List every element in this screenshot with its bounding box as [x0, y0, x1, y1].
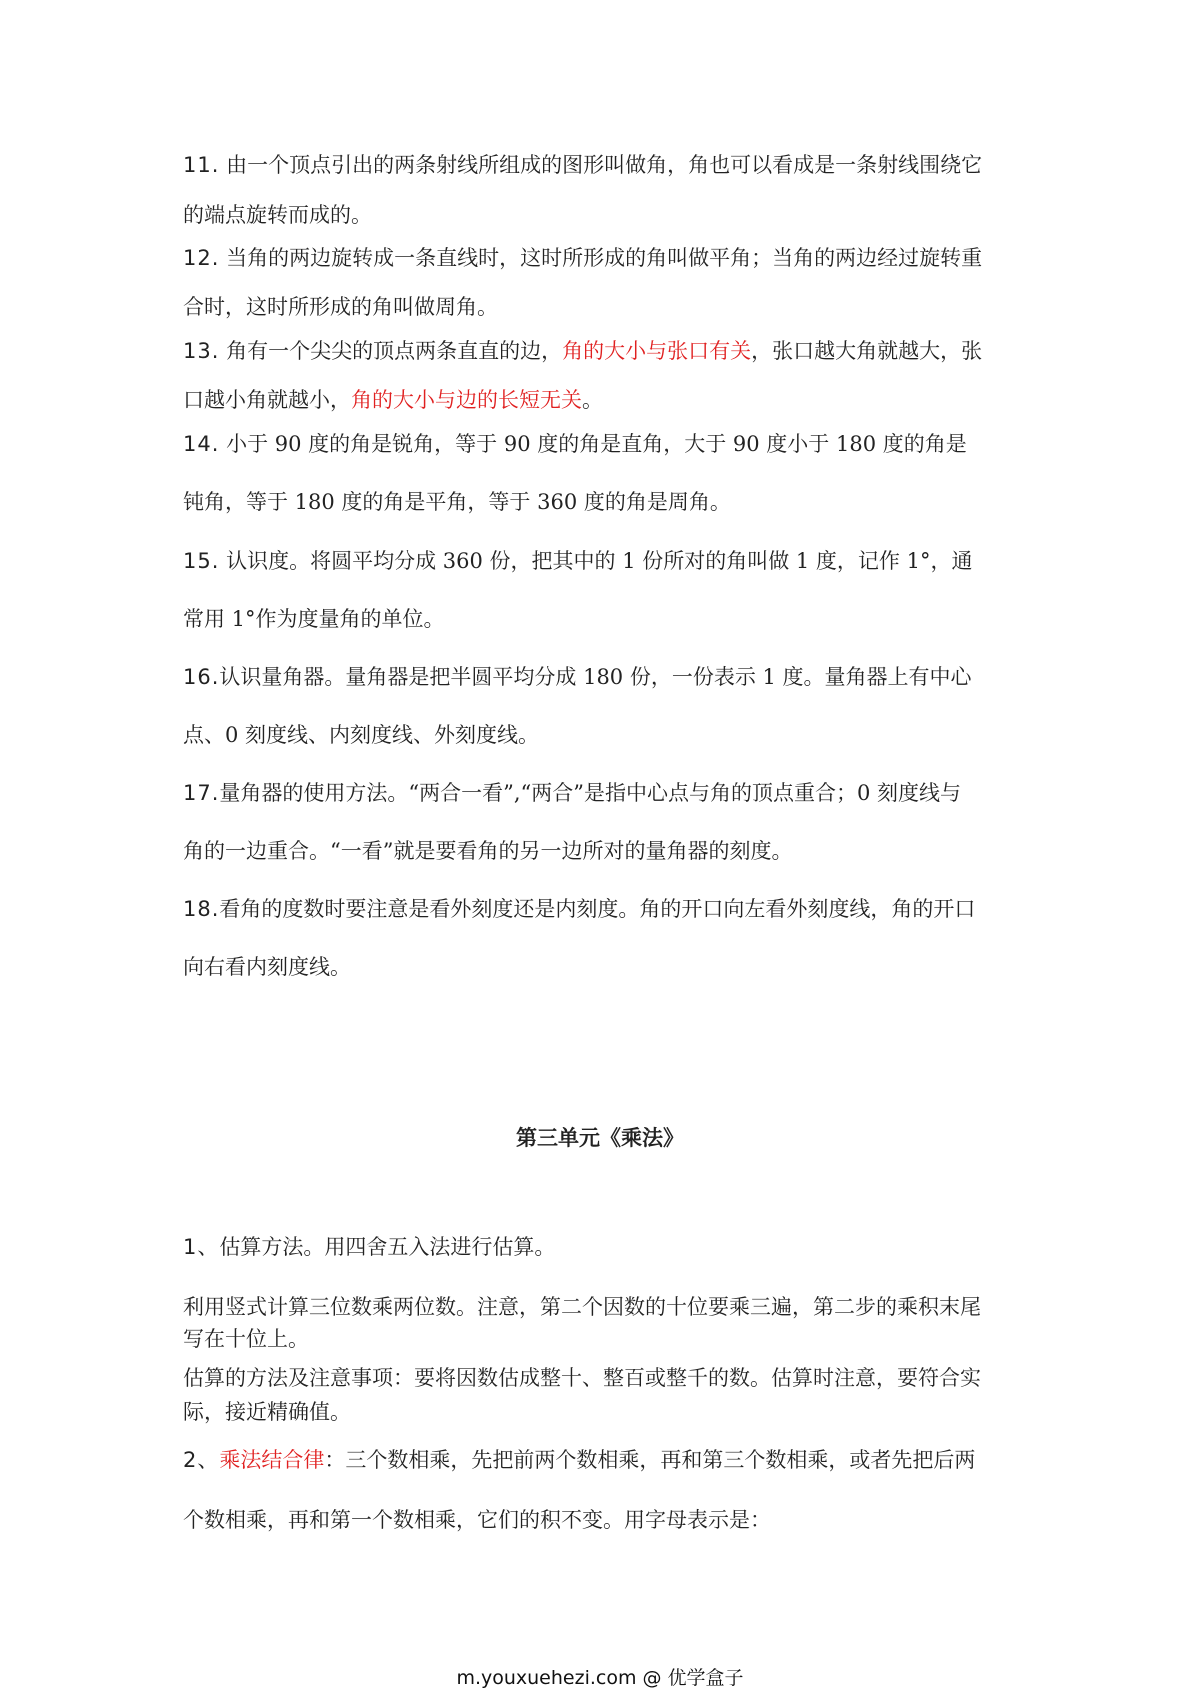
item-12-number: 12. [183, 246, 220, 270]
item-15-line-2: 常用 1°作为度量角的单位。 [183, 607, 445, 631]
unit3-paragraph-4-line-1 [183, 1445, 975, 1475]
item-13-text-pre: 角有一个尖尖的顶点两条直直的边， [219, 339, 563, 363]
item-15-line-1 [183, 546, 972, 576]
unit3-paragraph-1 [183, 1232, 555, 1262]
item-14-text: 小于 90 度的角是锐角，等于 90 度的角是直角，大于 90 度小于 180 度的角是 [219, 432, 967, 456]
item-13-line-2-post: 。 [582, 388, 603, 412]
item-16-line-2: 点、0 刻度线、内刻度线、外刻度线。 [183, 723, 540, 747]
item-17-text: 量角器的使用方法。“两合一看”,“两合”是指中心点与角的顶点重合；0 刻度线与 [219, 781, 962, 805]
item-11-text: 由一个顶点引出的两条射线所组成的图形叫做角，角也可以看成是一条射线围绕它 [219, 153, 983, 177]
item-14-line-2: 钝角，等于 180 度的角是平角，等于 360 度的角是周角。 [183, 490, 731, 514]
item-14-number: 14. [183, 432, 220, 456]
item-16-text: 认识量角器。量角器是把半圆平均分成 180 份，一份表示 1 度。量角器上有中心 [219, 665, 972, 689]
item-18-text: 看角的度数时要注意是看外刻度还是内刻度。角的开口向左看外刻度线，角的开口 [219, 897, 976, 921]
item-13-text-post: ，张口越大角就越大，张 [751, 339, 983, 363]
item-17-line-1 [183, 778, 961, 808]
item-14-line-1 [183, 429, 967, 459]
item-15-text: 认识度。将圆平均分成 360 份，把其中的 1 份所对的角叫做 1 度，记作 1°，通 [219, 549, 973, 573]
item-11-line-1 [183, 150, 982, 180]
unit3-p4-number: 2、 [183, 1448, 220, 1472]
unit3-paragraph-4-line-2: 个数相乘，再和第一个数相乘，它们的积不变。用字母表示是： [183, 1508, 771, 1532]
item-13-number: 13. [183, 339, 220, 363]
item-13-line-1 [183, 336, 982, 366]
item-13-line-2 [183, 385, 603, 415]
item-11-line-2: 的端点旋转而成的。 [183, 203, 372, 227]
item-13-highlight-2: 角的大小与边的长短无关 [351, 388, 582, 412]
item-16-number: 16. [183, 665, 220, 689]
item-17-number: 17. [183, 781, 220, 805]
item-12-line-1 [183, 243, 982, 273]
item-13-highlight-1: 角的大小与张口有关 [562, 339, 752, 363]
unit3-p1-text: 估算方法。用四舍五入法进行估算。 [219, 1235, 556, 1259]
item-12-line-2: 合时，这时所形成的角叫做周角。 [183, 295, 498, 319]
item-15-number: 15. [183, 549, 220, 573]
item-11-number: 11. [183, 153, 220, 177]
item-18-number: 18. [183, 897, 220, 921]
item-17-line-2: 角的一边重合。“一看”就是要看角的另一边所对的量角器的刻度。 [183, 839, 793, 863]
unit3-paragraph-2-line-1: 利用竖式计算三位数乘两位数。注意，第二个因数的十位要乘三遍，第二步的乘积末尾 [183, 1295, 981, 1319]
item-18-line-2: 向右看内刻度线。 [183, 955, 351, 979]
unit3-p1-number: 1、 [183, 1235, 220, 1259]
unit3-p4-highlight: 乘法结合律 [219, 1448, 325, 1472]
item-12-text: 当角的两边旋转成一条直线时，这时所形成的角叫做平角；当角的两边经过旋转重 [219, 246, 983, 270]
item-13-line-2-pre: 口越小角就越小， [183, 388, 351, 412]
unit3-paragraph-3-line-2: 际，接近精确值。 [183, 1400, 351, 1424]
unit3-p4-text: ：三个数相乘，先把前两个数相乘，再和第三个数相乘，或者先把后两 [324, 1448, 976, 1472]
item-16-line-1 [183, 662, 972, 692]
section-title: 第三单元《乘法》 [516, 1125, 684, 1150]
footer-watermark: m.youxuehezi.com @ 优学盒子 [456, 1667, 744, 1689]
unit3-paragraph-2-line-2: 写在十位上。 [183, 1327, 309, 1351]
unit3-paragraph-3-line-1: 估算的方法及注意事项：要将因数估成整十、整百或整千的数。估算时注意，要符合实 [183, 1366, 981, 1390]
item-18-line-1 [183, 894, 975, 924]
